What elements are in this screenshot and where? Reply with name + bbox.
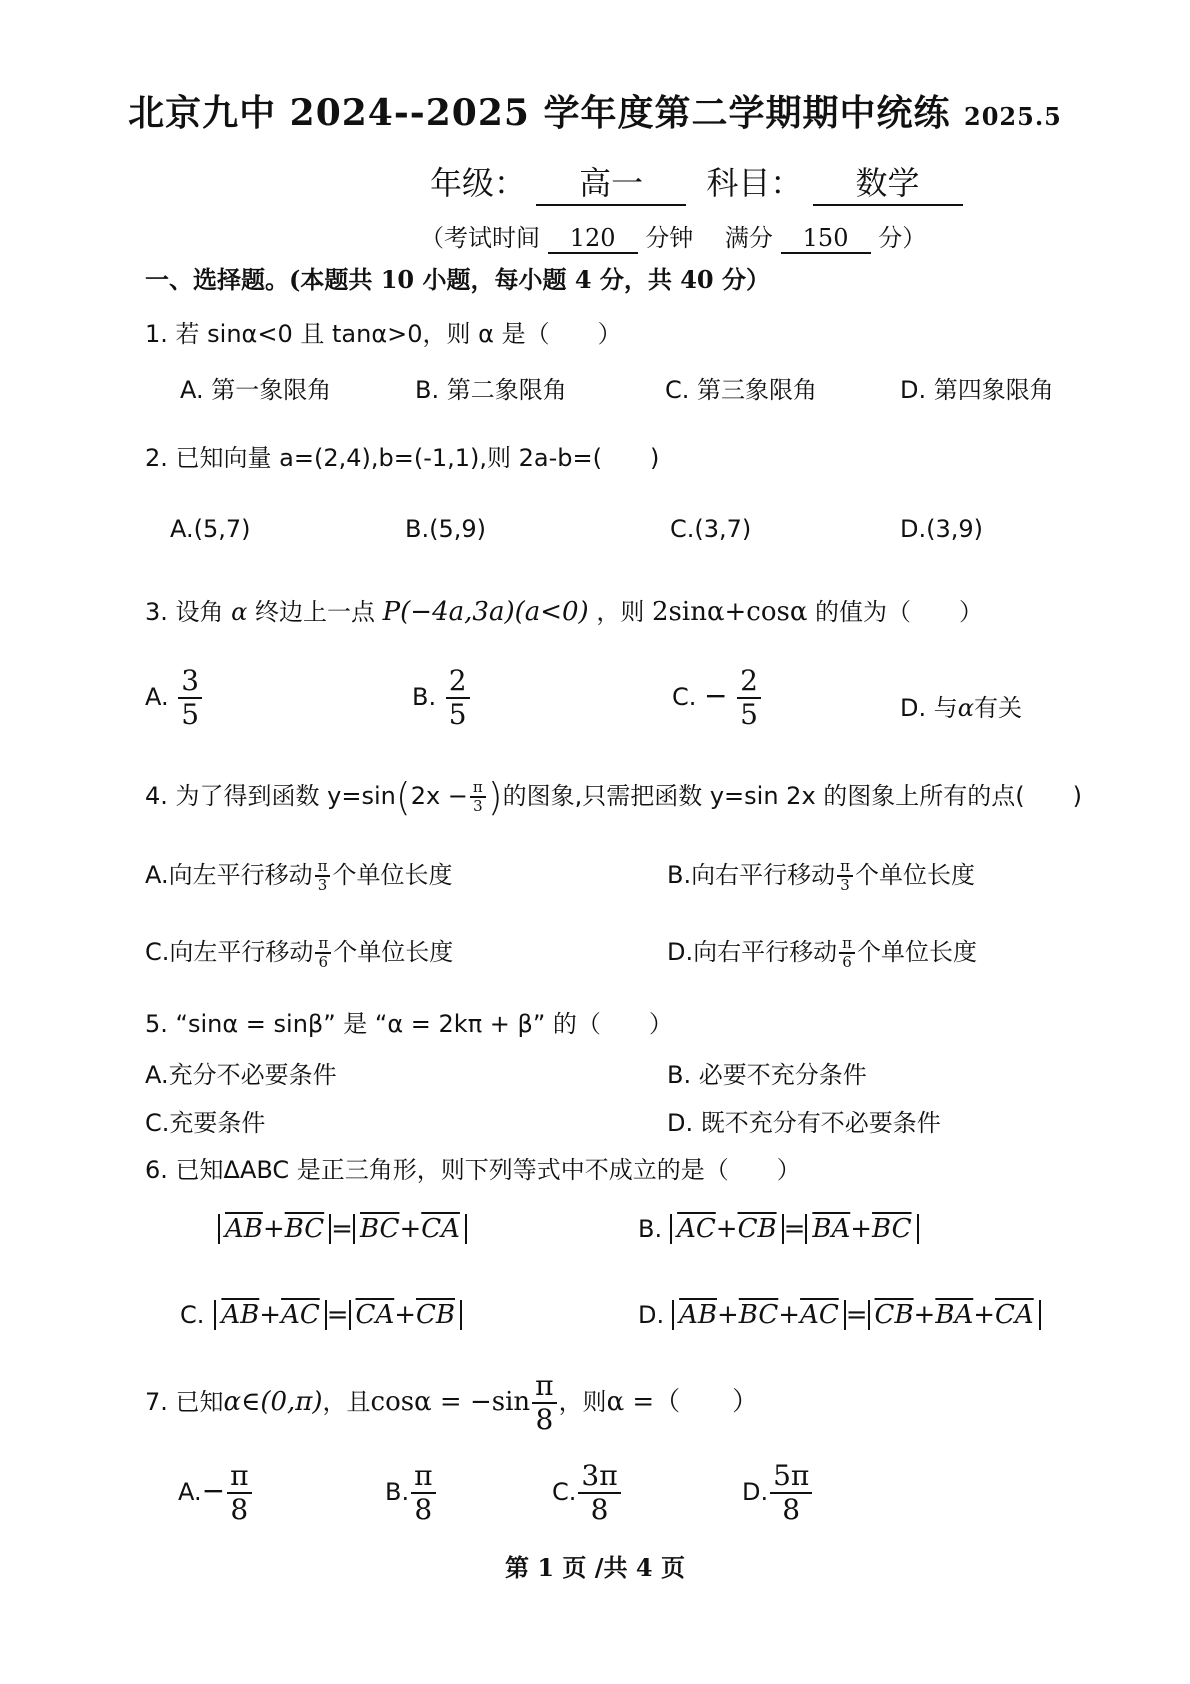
q3-c-num: 2: [737, 665, 761, 699]
q6-c-eq: =: [326, 1300, 349, 1330]
q4-paren-open: (: [395, 775, 411, 819]
time-prefix: （考试时间: [420, 224, 540, 252]
q7-c-label: C.: [552, 1478, 577, 1507]
q6-c-vec-ac: $\overline{AC}$: [281, 1300, 320, 1330]
q3-b-den: 5: [448, 698, 467, 732]
q6-a-eq: =: [331, 1214, 353, 1244]
q6-b-plus1: +: [715, 1214, 738, 1244]
q5-option-b: B. 必要不充分条件: [667, 1061, 867, 1089]
q4-post: 的图象,只需把函数 y=sin 2x 的图象上所有的点( ): [502, 782, 1083, 810]
q4-a-post: 个单位长度: [332, 861, 453, 889]
q6-stem: 6. 已知ΔABC 是正三角形，则下列等式中不成立的是（ ）: [145, 1156, 801, 1184]
q4-option-c: [145, 932, 453, 971]
q6-d-vec-ac: $\overline{AC}$: [800, 1300, 839, 1330]
q6-b-vec-bc: $\overline{BC}$: [872, 1214, 912, 1244]
q3-b-fraction: [446, 665, 470, 731]
q4-paren-close: ): [487, 775, 503, 819]
q7-d-fraction: [770, 1460, 812, 1526]
q6-c-plus1: +: [259, 1300, 282, 1330]
q7-d-label: D.: [742, 1478, 769, 1507]
q7-mid: ，且: [322, 1388, 371, 1417]
q7-eight: 8: [535, 1403, 554, 1437]
q7-a-fraction: [227, 1460, 251, 1526]
q5-stem: 5. “sinα = sinβ” 是 “α = 2kπ + β” 的（ ）: [145, 1010, 673, 1038]
subject-value: 数学: [813, 158, 963, 206]
q3-b-label: B.: [412, 683, 437, 712]
q4-fraction: [470, 779, 486, 816]
q1-option-d: D. 第四象限角: [900, 376, 1054, 404]
q4-d-fraction: [839, 935, 855, 972]
q6-d-plus2: +: [778, 1300, 801, 1330]
q6-a-vec-ab: $\overline{AB}$: [225, 1214, 263, 1244]
q4-d-post: 个单位长度: [856, 938, 977, 966]
q6-c-vec-ab: $\overline{AB}$: [221, 1300, 260, 1330]
q6-b-label: B.: [638, 1215, 663, 1243]
q6-d-label: D.: [638, 1301, 665, 1329]
q6-d-plus3: +: [913, 1300, 936, 1330]
q3-d-alpha: α: [957, 694, 974, 722]
q3-post: 的值为（ ）: [815, 598, 984, 626]
q7-ans: α =（ ）: [606, 1387, 759, 1418]
q7-c-fraction: [578, 1460, 620, 1526]
q2-option-d: D.(3,9): [900, 515, 984, 543]
q3-c-den: 5: [740, 698, 758, 732]
q3-pre: 3. 设角: [145, 598, 224, 626]
q2-stem: 2. 已知向量 a=(2,4),b=(-1,1),则 2a-b=( ): [145, 444, 660, 472]
subject-label: 科目：: [706, 164, 803, 202]
title-text: 北京九中 2024--2025 学年度第二学期期中统练: [128, 92, 951, 134]
q6-d-vec-cb: $\overline{CB}$: [874, 1300, 914, 1330]
q6-d-vec-ca: $\overline{CA}$: [995, 1300, 1034, 1330]
q3-point: P(−4a,3a)(a<0): [382, 597, 589, 627]
q4-a-den: 3: [317, 876, 328, 894]
q7-d-num: 5π: [770, 1460, 812, 1494]
q6-d-left: [672, 1300, 846, 1330]
q6-a-left: [218, 1214, 331, 1244]
q6-option-a: [218, 1214, 467, 1244]
q6-b-right: [805, 1214, 918, 1244]
q6-c-plus2: +: [394, 1300, 417, 1330]
q3-b-num: 2: [446, 665, 470, 699]
q3-d-post: 有关: [973, 694, 1022, 722]
q4-pre: 4. 为了得到函数 y=sin: [145, 782, 396, 810]
q4-option-d: [667, 932, 977, 971]
q4-option-b: [667, 855, 975, 894]
q4-b-post: 个单位长度: [854, 861, 975, 889]
section-heading: 一、选择题。(本题共 10 小题，每小题 4 分，共 40 分）: [145, 265, 770, 294]
q7-cond: α∈(0,π): [223, 1387, 323, 1418]
q4-d-pre: D.向右平行移动: [667, 938, 838, 966]
q3-expr: 2sinα+cosα: [652, 597, 808, 627]
q1-option-a: A. 第一象限角: [180, 376, 332, 404]
q7-a-sign: −: [201, 1474, 226, 1508]
grade-value: 高一: [536, 158, 686, 206]
q7-option-d: [742, 1460, 814, 1526]
q3-comma: ，则: [596, 598, 645, 626]
q6-d-right: [868, 1300, 1041, 1330]
q7-b-den: 8: [414, 1493, 433, 1527]
q7-stem: [145, 1370, 758, 1436]
q4-a-pi: π: [315, 858, 331, 877]
q1-stem: 1. 若 sinα<0 且 tanα>0，则 α 是（ ）: [145, 320, 622, 348]
q5-option-a: A.充分不必要条件: [145, 1061, 337, 1089]
q4-d-pi: π: [839, 935, 855, 954]
q4-c-pre: C.向左平行移动: [145, 938, 314, 966]
q3-option-a: [145, 665, 204, 731]
q5-option-d: D. 既不充分有不必要条件: [667, 1109, 941, 1137]
score-prefix: 满分: [724, 224, 773, 252]
q6-option-b: [638, 1214, 919, 1244]
grade-label: 年级：: [430, 164, 527, 202]
q3-alpha: α: [231, 598, 248, 626]
q6-b-left: [670, 1214, 783, 1244]
q6-a-vec-bc2: $\overline{BC}$: [359, 1214, 400, 1244]
q3-a-fraction: [178, 665, 202, 731]
q4-stem: [145, 775, 1082, 819]
q3-option-d: [900, 688, 1022, 723]
q7-b-num: π: [411, 1460, 435, 1494]
q7-b-label: B.: [385, 1478, 410, 1507]
exam-time-line: [420, 218, 926, 254]
exam-title: [0, 85, 1190, 136]
q2-option-b: B.(5,9): [405, 515, 486, 543]
q7-a-den: 8: [230, 1493, 249, 1527]
q3-option-c: [672, 665, 763, 731]
q3-c-sign: −: [704, 679, 728, 713]
q4-b-pi: π: [837, 858, 853, 877]
q6-c-right: [349, 1300, 462, 1330]
q7-c-den: 8: [590, 1493, 609, 1527]
q1-option-b: B. 第二象限角: [415, 376, 567, 404]
q3-a-den: 5: [181, 698, 200, 732]
q7-a-num: π: [227, 1460, 251, 1494]
q6-a-right: [353, 1214, 467, 1244]
q6-d-vec-bc: $\overline{BC}$: [738, 1300, 779, 1330]
q4-option-a: [145, 855, 452, 894]
q4-d-den: 6: [842, 953, 852, 971]
q6-b-vec-cb: $\overline{CB}$: [737, 1214, 777, 1244]
q7-eq: cosα = −sin: [370, 1387, 531, 1418]
q7-option-b: [385, 1460, 438, 1526]
time-unit: 分钟: [645, 224, 694, 252]
q7-b-fraction: [411, 1460, 435, 1526]
q2-option-a: A.(5,7): [170, 515, 251, 543]
q6-b-vec-ba: $\overline{BA}$: [812, 1214, 851, 1244]
q6-c-label: C.: [180, 1301, 205, 1329]
q6-c-vec-cb: $\overline{CB}$: [416, 1300, 456, 1330]
grade-subject-line: [430, 158, 963, 206]
q1-option-c: C. 第三象限角: [665, 376, 818, 404]
q7-pre: 7. 已知: [145, 1388, 224, 1417]
q3-c-label: C.: [672, 683, 697, 712]
page-number: 第 1 页 /共 4 页: [505, 1553, 685, 1582]
q6-b-eq: =: [783, 1214, 806, 1244]
q4-pi: π: [470, 779, 486, 798]
q6-a-plus2: +: [399, 1214, 422, 1244]
q6-a-vec-ca: $\overline{CA}$: [421, 1214, 460, 1244]
q6-d-vec-ab: $\overline{AB}$: [679, 1300, 717, 1330]
q3-c-fraction: [737, 665, 761, 731]
q6-c-vec-ca: $\overline{CA}$: [355, 1300, 395, 1330]
q6-option-c: [180, 1300, 462, 1330]
q3-option-b: [412, 665, 472, 731]
time-value: 120: [548, 224, 638, 254]
q4-b-den: 3: [840, 876, 850, 894]
q6-a-vec-bc: $\overline{BC}$: [284, 1214, 325, 1244]
q4-a-fraction: [315, 858, 331, 895]
q6-a-plus1: +: [262, 1214, 285, 1244]
q6-b-plus2: +: [850, 1214, 873, 1244]
q4-b-fraction: [837, 858, 853, 895]
q4-c-post: 个单位长度: [333, 938, 454, 966]
q6-c-left: [214, 1300, 326, 1330]
q4-c-den: 6: [318, 953, 329, 971]
q3-d-label: D. 与: [900, 694, 958, 722]
q4-three: 3: [473, 797, 483, 815]
q2-option-c: C.(3,7): [670, 515, 752, 543]
q6-d-plus4: +: [973, 1300, 996, 1330]
q7-a-label: A.: [178, 1478, 202, 1507]
q6-option-d: [638, 1300, 1041, 1330]
q3-mid: 终边上一点: [255, 598, 376, 626]
q3-stem: [145, 592, 983, 627]
q4-inner: 2x −: [410, 782, 468, 810]
score-value: 150: [781, 224, 871, 254]
q4-c-pi: π: [315, 935, 331, 954]
q6-d-plus1: +: [717, 1300, 739, 1330]
q7-pi: π: [532, 1370, 556, 1404]
q7-d-den: 8: [782, 1493, 801, 1527]
q7-post: ，则: [558, 1388, 607, 1417]
q7-fraction: [532, 1370, 556, 1436]
q4-b-pre: B.向右平行移动: [667, 861, 836, 889]
q4-a-pre: A.向左平行移动: [145, 861, 313, 889]
q4-c-fraction: [315, 935, 331, 972]
q3-a-label: A.: [145, 683, 169, 712]
q3-a-num: 3: [178, 665, 202, 699]
q6-d-eq: =: [845, 1300, 868, 1330]
score-unit: 分）: [878, 224, 927, 252]
q5-option-c: C.充要条件: [145, 1109, 266, 1137]
exam-date: 2025.5: [964, 102, 1062, 131]
q7-option-c: [552, 1460, 623, 1526]
q7-option-a: [178, 1460, 254, 1526]
q7-c-num: 3π: [578, 1460, 620, 1494]
q6-d-vec-ba: $\overline{BA}$: [935, 1300, 974, 1330]
q6-b-vec-ac: $\overline{AC}$: [677, 1214, 716, 1244]
